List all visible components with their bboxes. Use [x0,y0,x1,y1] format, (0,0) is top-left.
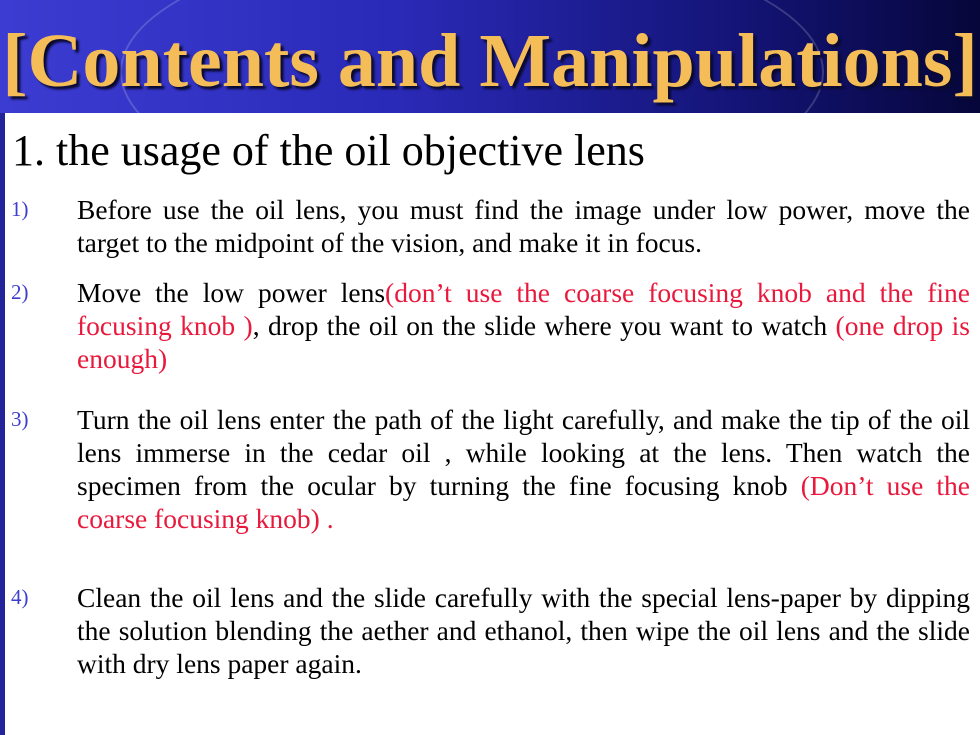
step-note: (one drop is enough) [77,310,970,374]
step-text [77,403,970,535]
step-text [77,276,970,375]
step-number: 2) [11,280,29,304]
step-text-part: , drop the oil on the slide where you want to watch [252,310,836,341]
step-number: 3) [11,407,29,431]
step-number: 1) [11,197,29,221]
step-text-part: Turn the oil lens enter the path of the light carefully, and make the tip of the oil lens immerse in the cedar oil , while looking at the lens. Then watch the specimen from the ocular by turning the fine focusing knob [77,404,970,501]
left-accent-bar [0,113,5,735]
step-text-part: Clean the oil lens and the slide carefully with the special lens-paper by dipping the solution blending the aether and ethanol, then wipe the oil lens and the slide with dry lens paper again. [77,582,970,679]
step-text [77,193,970,259]
step-text [77,581,970,680]
step-text-part: Move the low power lens [77,277,386,308]
title-banner [0,0,980,113]
step-note: (don’t use the coarse focusing knob and the fine focusing knob ) [77,277,970,341]
step-note: (Don’t use the coarse focusing knob) . [77,470,970,534]
step-number: 4) [11,585,29,609]
slide-title: [Contents and Manipulations] [2,19,978,103]
section-heading: 1. the usage of the oil objective lens [12,126,645,175]
step-text-part: Before use the oil lens, you must find the image under low power, move the target to the midpoint of the vision, and make it in focus. [77,194,970,258]
